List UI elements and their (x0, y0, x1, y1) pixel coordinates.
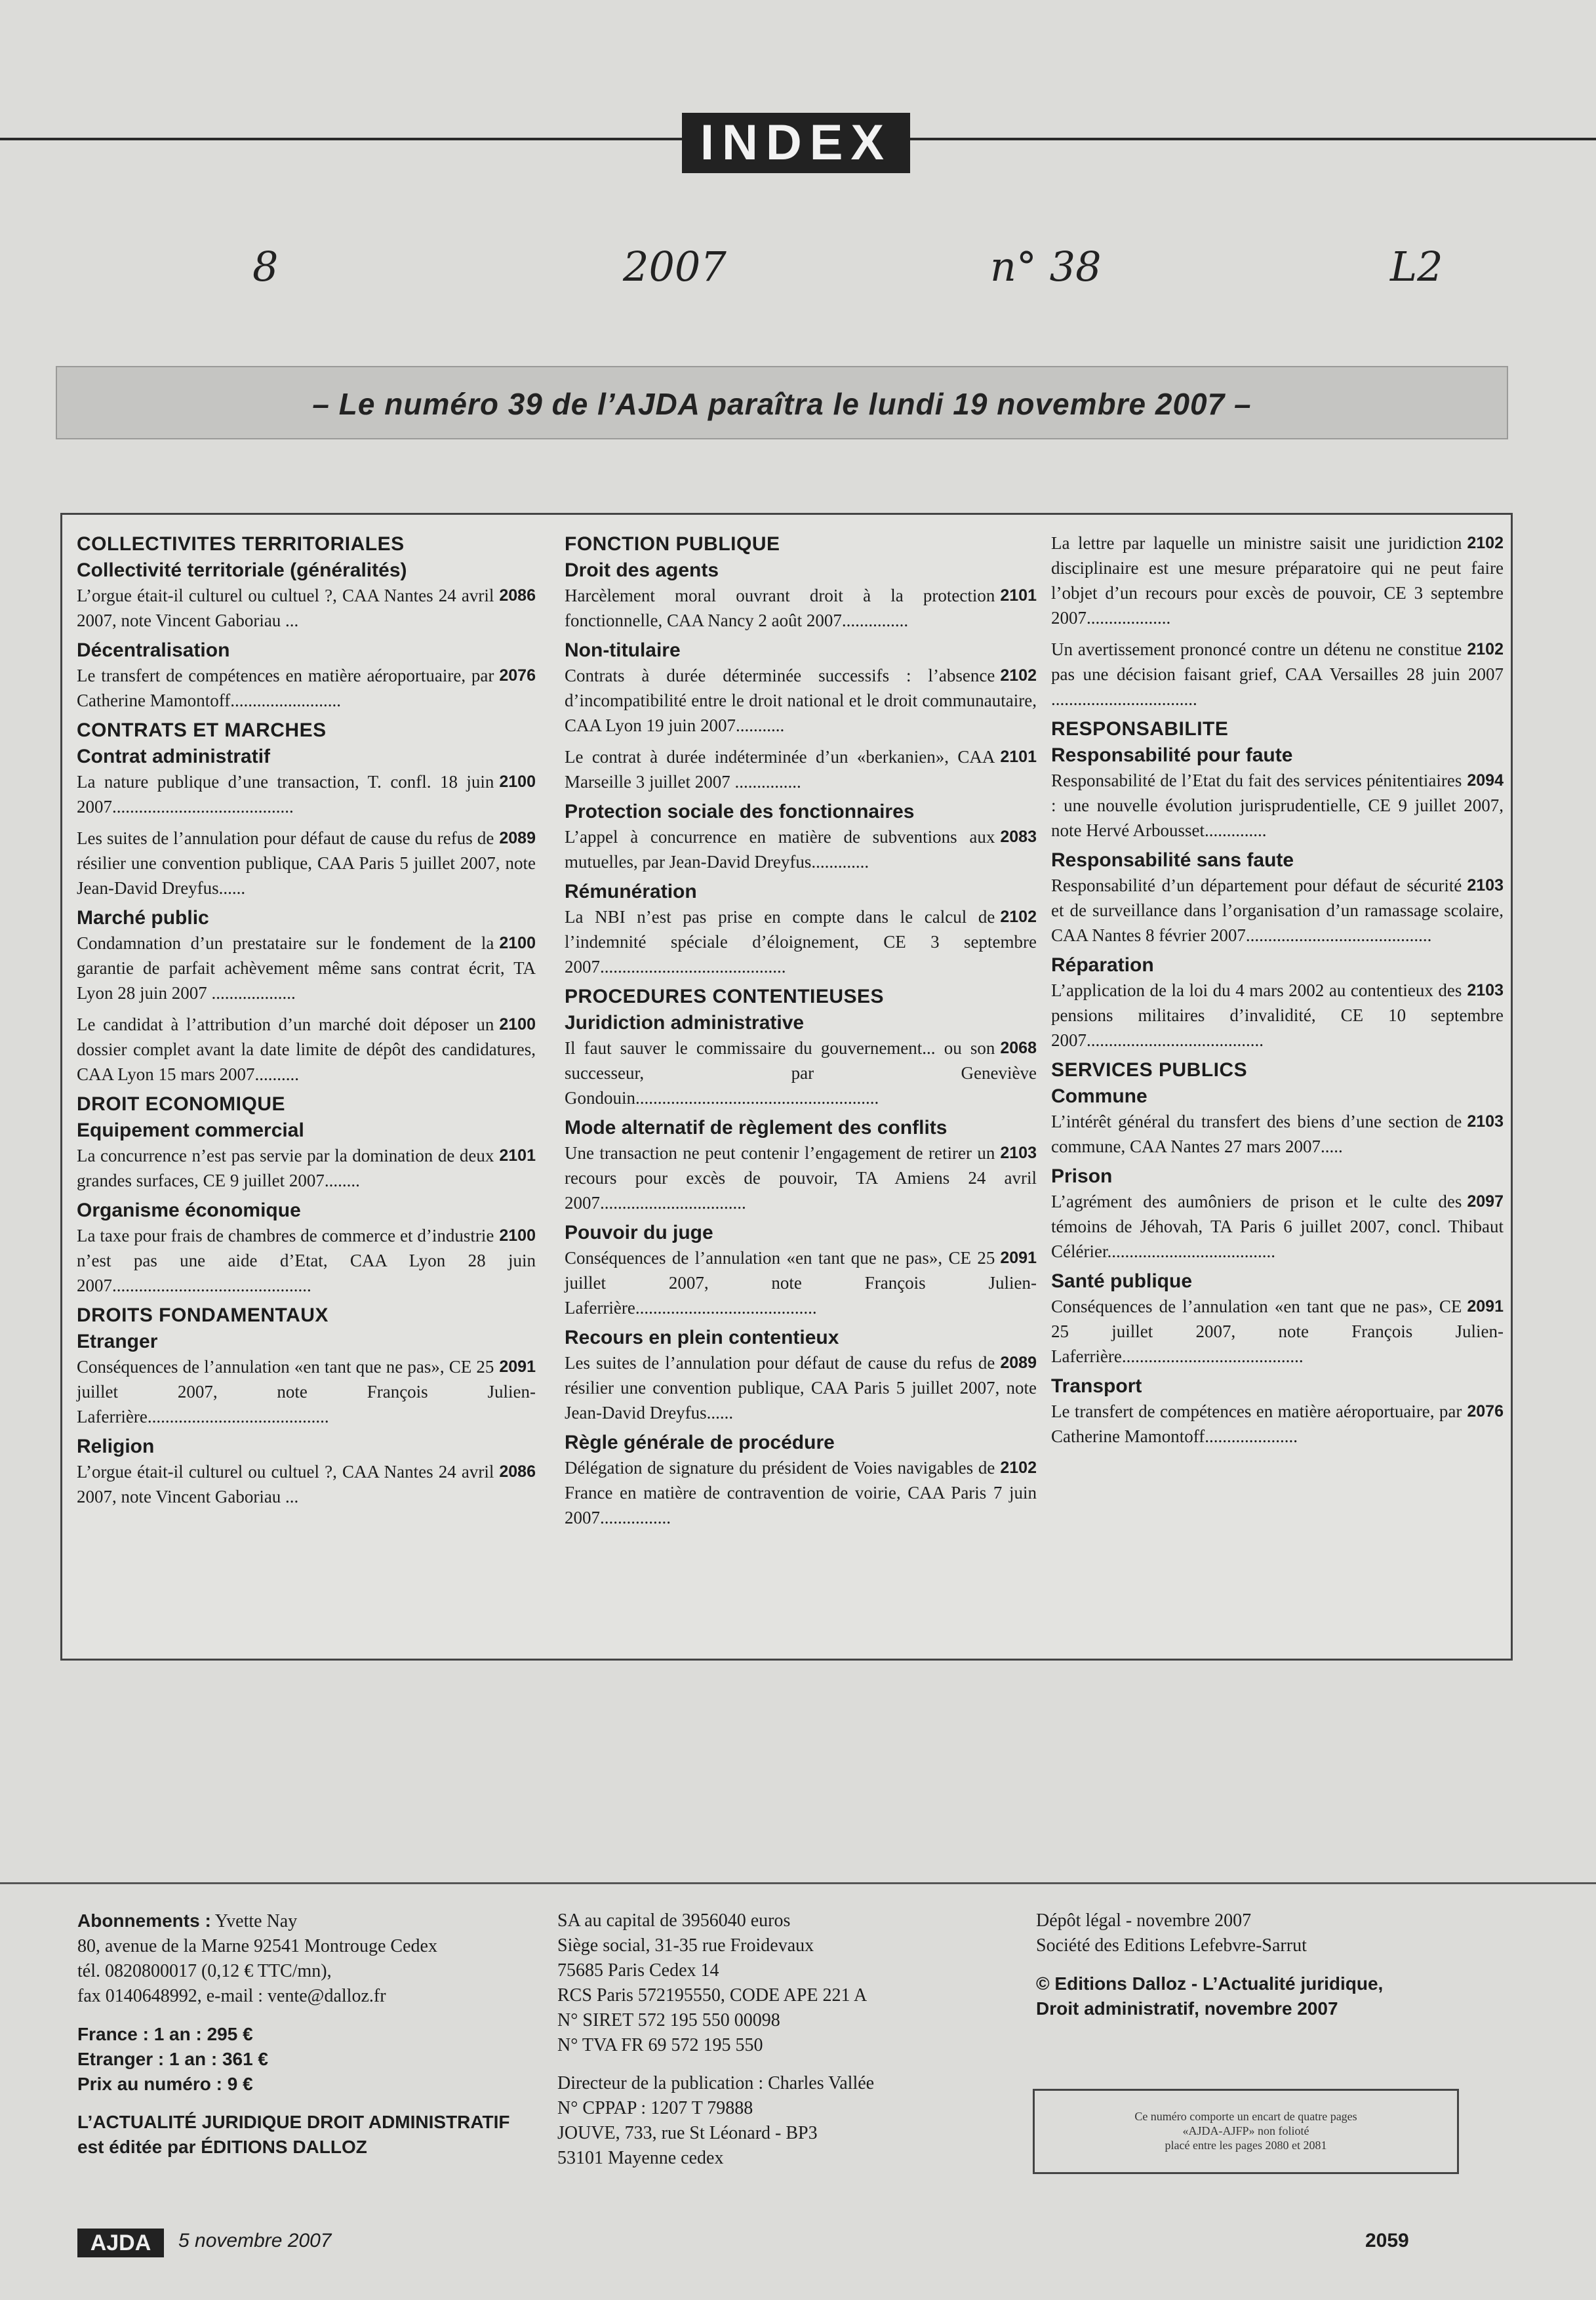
entry-page-number: 2097 (1467, 1192, 1504, 1211)
subsection-heading: Protection sociale des fonctionnaires (565, 801, 915, 822)
entry-text: Conséquences de l’annulation «en tant que ne pas», CE 25 juillet 2007, note François Julien-Laferrière......................................... (565, 1248, 1037, 1318)
entry-text: Harcèlement moral ouvrant droit à la protection fonctionnelle, CAA Nancy 2 août 2007............... (565, 586, 995, 630)
entry-page-number: 2100 (499, 1015, 536, 1034)
index-entry (565, 904, 1037, 979)
index-entry (77, 769, 536, 819)
entry-text: Il faut sauver le commissaire du gouvernement... ou son successeur, par Geneviève Gondouin....................................................... (565, 1038, 1037, 1108)
entry-page-number: 2076 (1467, 1402, 1504, 1421)
entry-text: La lettre par laquelle un ministre saisit une juridiction disciplinaire est une mesure préparatoire qui ne peut faire l’objet d’un recours pour excès de pouvoir, CE 3 septembre 2007................... (1051, 533, 1504, 628)
subsection-heading: Recours en plein contentieux (565, 1327, 839, 1348)
entry-page-number: 2101 (1000, 748, 1037, 766)
entry-text: L’orgue était-il culturel ou cultuel ?, CAA Nantes 24 avril 2007, note Vincent Gaboriau ... (77, 1462, 494, 1506)
entry-page-number: 2103 (1467, 981, 1504, 999)
index-entry (565, 744, 1037, 794)
entry-page-number: 2102 (1000, 1459, 1037, 1477)
header-rule-left (0, 138, 688, 140)
index-entry (565, 1036, 1037, 1110)
insert-line: Ce numéro comporte un encart de quatre pages (1134, 2110, 1357, 2123)
entry-page-number: 2100 (499, 773, 536, 791)
subsection-heading: Organisme économique (77, 1200, 301, 1221)
subsection-heading: Réparation (1051, 954, 1154, 976)
address-line: fax 0140648992, e-mail : vente@dalloz.fr (77, 1986, 386, 2006)
entry-text: Un avertissement prononcé contre un détenu ne constitue pas une décision faisant grief, CAA Versailles 28 juin 2007 ................................. (1051, 639, 1504, 709)
address-line: tél. 0820800017 (0,12 € TTC/mn), (77, 1961, 332, 1981)
subsection-heading: Droit des agents (565, 559, 719, 581)
next-issue-banner: – Le numéro 39 de l’AJDA paraîtra le lundi 19 novembre 2007 – (56, 366, 1508, 439)
entry-page-number: 2102 (1000, 666, 1037, 685)
entry-page-number: 2068 (1000, 1039, 1037, 1057)
section-heading: COLLECTIVITES TERRITORIALES (77, 533, 405, 555)
entry-text: L’agrément des aumôniers de prison et le culte des témoins de Jéhovah, TA Paris 6 juillet 2007, concl. Thibaut Célérier...................................... (1051, 1192, 1504, 1261)
index-entry (77, 583, 536, 633)
copyright-line: © Editions Dalloz - L’Actualité juridique, (1036, 1973, 1384, 1994)
index-entry (77, 1223, 536, 1298)
subsection-heading: Prison (1051, 1165, 1113, 1187)
company-line: Siège social, 31-35 rue Froidevaux (557, 1935, 814, 1956)
index-entry (1051, 531, 1504, 630)
company-line: RCS Paris 572195550, CODE APE 221 A (557, 1985, 868, 2006)
entry-page-number: 2101 (499, 1146, 536, 1165)
entry-text: La NBI n’est pas prise en compte dans le calcul de l’indemnité spéciale d’éloignement, CE 3 septembre 2007.......................................... (565, 907, 1037, 977)
entry-page-number: 2101 (1000, 586, 1037, 605)
index-column-2 (565, 529, 1037, 1537)
entry-text: L’intérêt général du transfert des biens d’une section de commune, CAA Nantes 27 mars 2007..... (1051, 1112, 1462, 1156)
legal-line: Société des Editions Lefebvre-Sarrut (1036, 1935, 1307, 1956)
index-column-1 (77, 529, 536, 1516)
entry-page-number: 2091 (1000, 1249, 1037, 1267)
index-entry (77, 1012, 536, 1087)
ajda-logo: AJDA (77, 2229, 164, 2257)
entry-text: L’appel à concurrence en matière de subventions aux mutuelles, par Jean-David Dreyfus............. (565, 827, 995, 872)
footer-company (557, 1908, 990, 2171)
address-line: 80, avenue de la Marne 92541 Montrouge Cedex (77, 1936, 437, 1956)
section-heading: SERVICES PUBLICS (1051, 1059, 1248, 1081)
index-entry (1051, 978, 1504, 1053)
header-rule-right (905, 138, 1596, 140)
subsection-heading: Transport (1051, 1375, 1142, 1397)
entry-text: Responsabilité de l’Etat du fait des services pénitentiaires : une nouvelle évolution jurisprudentielle, CE 9 juillet 2007, note Hervé Arbousset.............. (1051, 771, 1504, 840)
index-entry (1051, 1109, 1504, 1159)
entry-page-number: 2091 (1467, 1297, 1504, 1316)
entry-text: Conséquences de l’annulation «en tant que ne pas», CE 25 juillet 2007, note François Julien-Laferrière......................................... (77, 1357, 536, 1426)
index-entry (565, 1455, 1037, 1530)
index-entry (77, 826, 536, 900)
entry-page-number: 2102 (1000, 908, 1037, 926)
index-entry (565, 663, 1037, 738)
index-badge: INDEX (682, 113, 910, 173)
index-entry (565, 1140, 1037, 1215)
company-line: 75685 Paris Cedex 14 (557, 1960, 719, 1981)
page-number: 2059 (1365, 2230, 1409, 2251)
index-entry (1051, 1399, 1504, 1449)
entry-text: Responsabilité d’un département pour défaut de sécurité et de surveillance dans l’organisation d’un ramassage scolaire, CAA Nantes 8 février 2007.......................................... (1051, 876, 1504, 945)
entry-page-number: 2094 (1467, 771, 1504, 790)
entry-text: La taxe pour frais de chambres de commerce et d’industrie n’est pas une aide d’Etat, CAA Lyon 28 juin 2007............................................. (77, 1226, 536, 1295)
publisher-line: est éditée par ÉDITIONS DALLOZ (77, 2137, 367, 2157)
handwritten-note: 8 (252, 243, 279, 291)
entry-text: Conséquences de l’annulation «en tant que ne pas», CE 25 juillet 2007, note François Julien-Laferrière......................................... (1051, 1297, 1504, 1366)
entry-text: Les suites de l’annulation pour défaut de cause du refus de résilier une convention publique, CAA Paris 5 juillet 2007, note Jean-David Dreyfus...... (565, 1353, 1037, 1422)
price-line: Prix au numéro : 9 € (77, 2074, 253, 2094)
section-heading: CONTRATS ET MARCHES (77, 719, 327, 741)
entry-page-number: 2086 (499, 586, 536, 605)
subscriptions-label: Abonnements : (77, 1910, 211, 1931)
publication-date: 5 novembre 2007 (178, 2230, 332, 2251)
index-entry (77, 1143, 536, 1193)
director-line: N° CPPAP : 1207 T 79888 (557, 2098, 753, 2118)
insert-notice (1033, 2089, 1459, 2174)
entry-page-number: 2091 (499, 1358, 536, 1376)
company-line: N° TVA FR 69 572 195 550 (557, 2035, 763, 2055)
entry-page-number: 2089 (499, 829, 536, 847)
entry-text: La concurrence n’est pas servie par la domination de deux grandes surfaces, CE 9 juillet 2007........ (77, 1146, 494, 1190)
entry-text: Le candidat à l’attribution d’un marché doit déposer un dossier complet avant la date limite de dépôt des candidatures, CAA Lyon 15 mars 2007.......... (77, 1015, 536, 1084)
entry-page-number: 2103 (1000, 1144, 1037, 1162)
subsection-heading: Non-titulaire (565, 639, 681, 661)
insert-line: placé entre les pages 2080 et 2081 (1165, 2139, 1327, 2152)
entry-text: L’application de la loi du 4 mars 2002 au contentieux des pensions militaires d’invalidité, CE 10 septembre 2007........................................ (1051, 980, 1504, 1050)
section-heading: RESPONSABILITE (1051, 718, 1229, 740)
index-entry (565, 1245, 1037, 1320)
subsection-heading: Juridiction administrative (565, 1012, 805, 1034)
director-line: Directeur de la publication : Charles Vallée (557, 2073, 875, 2093)
entry-text: La nature publique d’une transaction, T. confl. 18 juin 2007......................................... (77, 772, 494, 817)
subsection-heading: Commune (1051, 1085, 1147, 1107)
entry-text: Délégation de signature du président de Voies navigables de France en matière de contravention de voirie, CAA Paris 7 juin 2007................ (565, 1458, 1037, 1527)
director-line: JOUVE, 733, rue St Léonard - BP3 (557, 2123, 818, 2143)
section-heading: DROITS FONDAMENTAUX (77, 1304, 329, 1326)
subsection-heading: Marché public (77, 907, 209, 929)
index-entry (1051, 1189, 1504, 1264)
entry-text: Le transfert de compétences en matière aéroportuaire, par Catherine Mamontoff..................... (1051, 1402, 1462, 1446)
index-entry (1051, 768, 1504, 843)
subsection-heading: Rémunération (565, 881, 697, 902)
entry-page-number: 2100 (499, 934, 536, 952)
insert-line: «AJDA-AJFP» non folioté (1182, 2124, 1309, 2137)
index-entry (565, 824, 1037, 874)
footer-legal (1036, 1908, 1508, 2021)
entry-page-number: 2103 (1467, 876, 1504, 895)
entry-page-number: 2103 (1467, 1112, 1504, 1131)
index-entry (1051, 873, 1504, 948)
section-heading: PROCEDURES CONTENTIEUSES (565, 986, 885, 1007)
entry-page-number: 2089 (1000, 1354, 1037, 1372)
index-entry (1051, 637, 1504, 712)
copyright-line: Droit administratif, novembre 2007 (1036, 1998, 1338, 2019)
company-line: SA au capital de 3956040 euros (557, 1910, 791, 1931)
subsection-heading: Responsabilité pour faute (1051, 744, 1293, 766)
index-entry (77, 1459, 536, 1509)
price-line: France : 1 an : 295 € (77, 2024, 253, 2044)
entry-text: Le transfert de compétences en matière aéroportuaire, par Catherine Mamontoff......................... (77, 666, 494, 710)
entry-page-number: 2102 (1467, 640, 1504, 658)
entry-page-number: 2086 (499, 1463, 536, 1481)
legal-line: Dépôt légal - novembre 2007 (1036, 1910, 1252, 1931)
entry-text: Une transaction ne peut contenir l’engagement de retirer un recours pour excès de pouvoir, TA Amiens 24 avril 2007................................. (565, 1143, 1037, 1213)
entry-page-number: 2083 (1000, 828, 1037, 846)
entry-text: L’orgue était-il culturel ou cultuel ?, CAA Nantes 24 avril 2007, note Vincent Gaboriau ... (77, 586, 494, 630)
handwritten-note: L2 (1390, 243, 1443, 291)
subsection-heading: Equipement commercial (77, 1120, 304, 1141)
company-line: N° SIRET 572 195 550 00098 (557, 2010, 780, 2030)
entry-page-number: 2076 (499, 666, 536, 685)
index-entry (77, 931, 536, 1005)
subsection-heading: Contrat administratif (77, 746, 271, 767)
subscriptions-contact: Yvette Nay (214, 1911, 298, 1931)
subsection-heading: Religion (77, 1436, 155, 1457)
footer-rule (0, 1882, 1596, 1884)
entry-text: Contrats à durée déterminée successifs : l’absence d’incompatibilité entre le droit national et le droit communautaire, CAA Lyon 19 juin 2007........... (565, 666, 1037, 735)
index-entry (565, 583, 1037, 633)
subsection-heading: Etranger (77, 1331, 158, 1352)
entry-text: Le contrat à durée indéterminée d’un «berkanien», CAA Marseille 3 juillet 2007 ............... (565, 747, 995, 792)
price-line: Etranger : 1 an : 361 € (77, 2049, 269, 2069)
subsection-heading: Collectivité territoriale (généralités) (77, 559, 407, 581)
subsection-heading: Règle générale de procédure (565, 1432, 835, 1453)
handwritten-note: 2007 (623, 243, 727, 291)
publisher-line: L’ACTUALITÉ JURIDIQUE DROIT ADMINISTRATIF (77, 2112, 510, 2132)
index-column-3 (1051, 529, 1504, 1455)
subsection-heading: Mode alternatif de règlement des conflits (565, 1117, 948, 1139)
section-heading: DROIT ECONOMIQUE (77, 1093, 286, 1115)
entry-page-number: 2100 (499, 1226, 536, 1245)
section-heading: FONCTION PUBLIQUE (565, 533, 780, 555)
entry-text: Les suites de l’annulation pour défaut de cause du refus de résilier une convention publique, CAA Paris 5 juillet 2007, note Jean-David Dreyfus...... (77, 828, 536, 898)
index-entry (77, 663, 536, 713)
index-entry (77, 1354, 536, 1429)
subsection-heading: Pouvoir du juge (565, 1222, 713, 1243)
index-entry (1051, 1294, 1504, 1369)
footer-subscriptions (77, 1908, 536, 2160)
subsection-heading: Décentralisation (77, 639, 230, 661)
subsection-heading: Santé publique (1051, 1270, 1193, 1292)
index-box (60, 513, 1513, 1661)
entry-page-number: 2102 (1467, 534, 1504, 552)
handwritten-note: n° 38 (990, 243, 1102, 291)
director-line: 53101 Mayenne cedex (557, 2148, 724, 2168)
subsection-heading: Responsabilité sans faute (1051, 849, 1294, 871)
entry-text: Condamnation d’un prestataire sur le fondement de la garantie de parfait achèvement même sans contrat écrit, TA Lyon 28 juin 2007 ................... (77, 933, 536, 1003)
index-entry (565, 1350, 1037, 1425)
